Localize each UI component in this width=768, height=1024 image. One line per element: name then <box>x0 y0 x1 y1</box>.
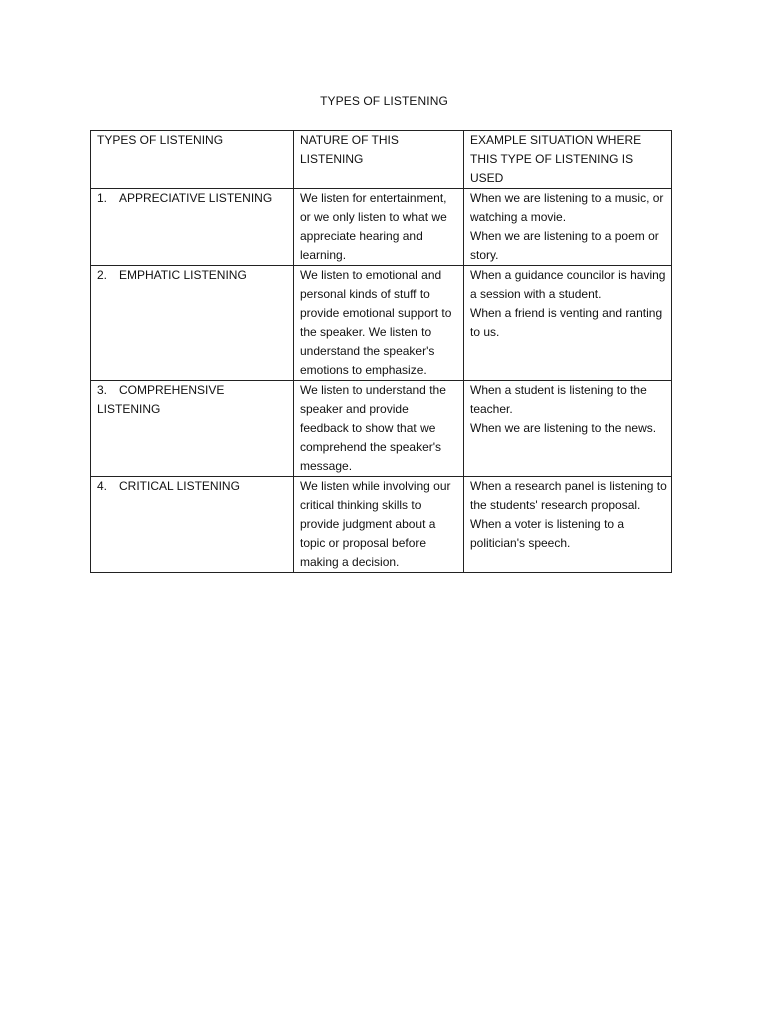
example-line: When a research panel is listening to the students' research proposal. <box>470 479 667 512</box>
example-cell <box>464 381 672 477</box>
type-cell <box>91 381 294 477</box>
example-line: When a student is listening to the teacher. <box>470 383 647 416</box>
table-row <box>91 189 672 266</box>
type-name: APPRECIATIVE LISTENING <box>119 191 273 205</box>
example-line: When a guidance councilor is having a session with a student. <box>470 268 666 301</box>
type-cell <box>91 189 294 266</box>
row-number: 1. <box>97 191 108 205</box>
table-header-row <box>91 131 672 189</box>
header-type: TYPES OF LISTENING <box>91 131 294 189</box>
table-row <box>91 266 672 381</box>
nature-cell: We listen to understand the speaker and provide feedback to show that we comprehend the speaker's message. <box>294 381 464 477</box>
example-cell <box>464 266 672 381</box>
type-cell <box>91 477 294 573</box>
document-title: TYPES OF LISTENING <box>320 94 448 108</box>
nature-cell: We listen while involving our critical thinking skills to provide judgment about a topic or proposal before making a decision. <box>294 477 464 573</box>
row-number: 2. <box>97 268 108 282</box>
example-line: When we are listening to a music, or watching a movie. <box>470 191 664 224</box>
type-cell <box>91 266 294 381</box>
example-line: When we are listening to the news. <box>470 421 657 435</box>
example-cell <box>464 477 672 573</box>
row-number: 4. <box>97 479 108 493</box>
table-row <box>91 477 672 573</box>
example-line: When a friend is venting and ranting to us. <box>470 306 663 339</box>
header-nature: NATURE OF THIS LISTENING <box>294 131 464 189</box>
nature-cell: We listen to emotional and personal kinds of stuff to provide emotional support to the speaker. We listen to understand the speaker's emotions to emphasize. <box>294 266 464 381</box>
nature-cell: We listen for entertainment, or we only listen to what we appreciate hearing and learning. <box>294 189 464 266</box>
row-number: 3. <box>97 383 108 397</box>
example-cell <box>464 189 672 266</box>
table-row <box>91 381 672 477</box>
listening-types-table <box>90 130 672 573</box>
example-line: When we are listening to a poem or story. <box>470 229 659 262</box>
header-example: EXAMPLE SITUATION WHERE THIS TYPE OF LISTENING IS USED <box>464 131 672 189</box>
type-name: COMPREHENSIVE LISTENING <box>97 383 225 416</box>
type-name: CRITICAL LISTENING <box>119 479 240 493</box>
example-line: When a voter is listening to a politician's speech. <box>470 517 625 550</box>
type-name: EMPHATIC LISTENING <box>119 268 247 282</box>
